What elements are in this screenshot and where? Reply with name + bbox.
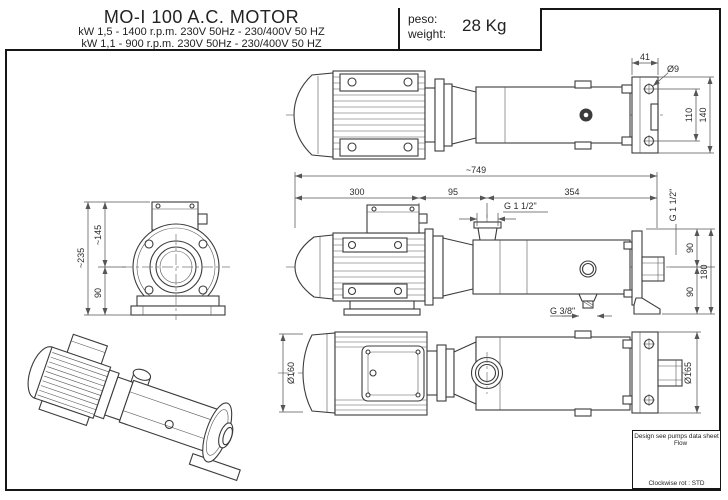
dim-axis-to-base: 90 [685, 286, 695, 298]
label-discharge-port: G 1 1/2" [668, 188, 678, 222]
side-view-drawing [286, 205, 670, 315]
dim-flange-diameter: Ø165 [683, 361, 693, 385]
dim-port-to-axis: 90 [685, 242, 695, 254]
dim-flange-height: 140 [698, 107, 708, 123]
spec-line-2: kW 1,1 - 900 r.p.m. 230V 50Hz - 230/400V 50 HZ [81, 37, 322, 50]
label-drain-plug: G 3/8" [550, 306, 576, 316]
dim-motor-diameter: Ø160 [286, 361, 296, 385]
drawing-title: MO-I 100 A.C. MOTOR [103, 7, 300, 27]
plan-view-drawing [278, 331, 688, 416]
dim-port-height: 180 [699, 264, 709, 280]
weight-value: 28 Kg [462, 16, 507, 35]
pump-sketch-icon [644, 457, 675, 479]
front-view-drawing [122, 202, 230, 320]
dim-motor-length: 300 [349, 187, 365, 197]
spec-line-1: kW 1,5 - 1400 r.p.m. 230V 50Hz - 230/400V 50 HZ [78, 26, 325, 38]
label-suction-port: G 1 1/2" [504, 201, 537, 211]
dim-axis-height: 90 [93, 287, 103, 299]
flow-arrow-icon [676, 449, 683, 457]
corner-box-glyphs [643, 448, 701, 480]
dim-overall-height: ~235 [76, 247, 86, 269]
dim-axis-to-top: ~145 [93, 224, 103, 246]
rotation-note: Clockwise rot : STD [648, 480, 705, 487]
dim-coupling-length: 95 [447, 187, 459, 197]
isometric-view-drawing [18, 325, 264, 481]
dim-overall-length: ~749 [465, 165, 487, 175]
dim-flange-bolt-spacing: 110 [684, 107, 694, 123]
design-note: Design see pumps data sheet [634, 432, 719, 440]
dim-bolt-hole-diameter: Ø9 [667, 64, 680, 74]
rear-top-view-drawing [286, 71, 666, 159]
weight-label: weight: [408, 27, 447, 41]
peso-label: peso: [408, 12, 438, 26]
dim-pump-length: 354 [564, 187, 580, 197]
flow-label: Flow [674, 440, 688, 447]
dim-flange-bolt-offset: 41 [639, 52, 651, 62]
